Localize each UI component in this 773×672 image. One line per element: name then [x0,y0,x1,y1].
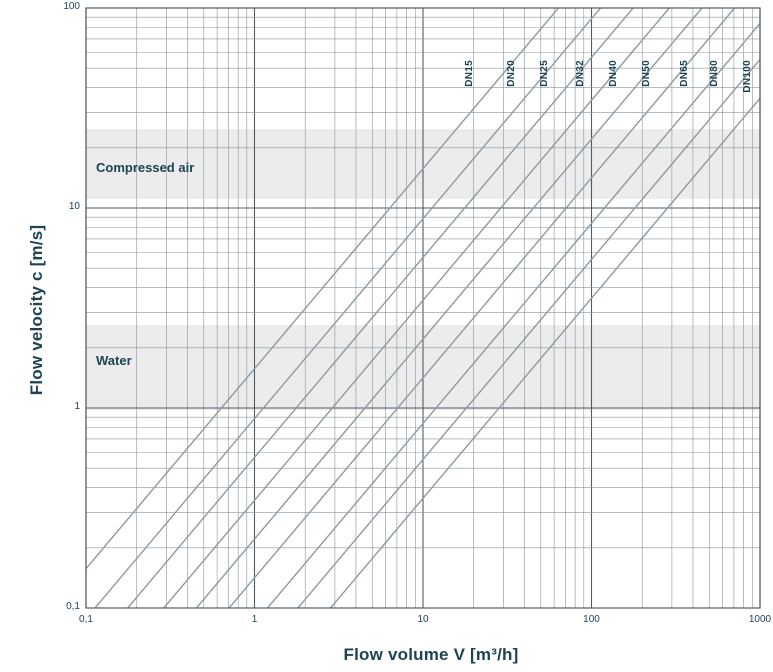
y-tick-label: 0,1 [66,601,80,612]
x-tick-label: 0,1 [79,614,93,625]
dn-series-label: DN65 [678,60,690,87]
y-tick-label: 100 [63,1,80,12]
y-tick-label: 1 [74,401,80,412]
dn-series-label: DN20 [506,60,518,87]
y-axis-title: Flow velocity c [m/s] [27,224,46,396]
dn-series-label: DN80 [709,60,721,87]
dn-series-label: DN32 [575,60,587,87]
x-tick-label: 100 [583,614,600,625]
x-tick-label: 1000 [748,614,772,625]
x-tick-label: 10 [417,614,429,625]
x-axis-title: Flow volume V [m³/h] [343,645,519,664]
band-label-compressed-air: Compressed air [96,160,195,175]
dn-series-label: DN100 [741,60,753,93]
dn-series-label: DN15 [464,60,476,87]
band-label-water: Water [96,353,132,368]
dn-series-label: DN40 [607,60,619,87]
dn-series-label: DN50 [640,60,652,87]
y-tick-label: 10 [68,201,80,212]
x-tick-label: 1 [251,614,258,625]
dn-series-label: DN25 [539,60,551,87]
